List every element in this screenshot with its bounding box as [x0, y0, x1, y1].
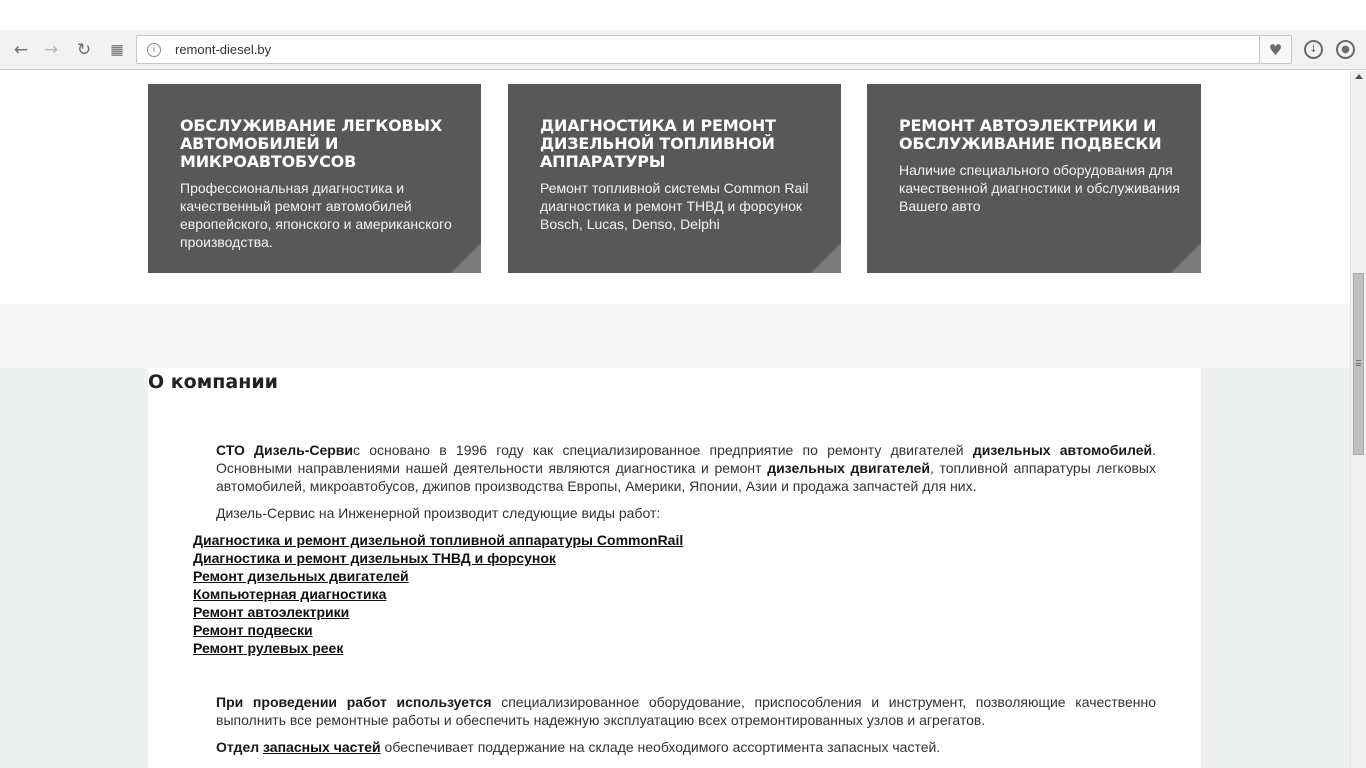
service-link-computer-diagnostics[interactable]: Компьютерная диагностика [193, 586, 387, 602]
works-intro: Дизель-Сервис на Инженерной производит следующие виды работ: [216, 505, 661, 521]
services-link-list [193, 531, 683, 657]
equipment-paragraph: При проведении работ используется специализированное оборудование, приспособления и инструмент, позволяющие качественно выполнить все ремонтные работы и обеспечить надежную эксплуатацию всех отремонтированных узлов и агрегатов. [216, 694, 1157, 728]
service-link-electrics[interactable]: Ремонт автоэлектрики [193, 604, 350, 620]
card-text: Наличие специального оборудования для качественной диагностики и обслуживания Вашего авто [899, 162, 1180, 214]
card-title: ДИАГНОСТИКА И РЕМОНТ ДИЗЕЛЬНОЙ ТОПЛИВНОЙ АППАРАТУРЫ [540, 116, 776, 171]
card-text: Ремонт топливной системы Common Rail диагностика и ремонт ТНВД и форсунок Bosch, Lucas, Denso, Delphi [540, 180, 809, 232]
service-link-suspension[interactable]: Ремонт подвески [193, 622, 313, 638]
company-name: СТО Дизель-Серви [216, 442, 354, 458]
browser-toolbar [0, 30, 1366, 70]
service-link-diesel-engines[interactable]: Ремонт дизельных двигателей [193, 568, 409, 584]
service-card-cars[interactable] [148, 84, 481, 273]
vertical-scrollbar[interactable] [1350, 71, 1366, 768]
grip-icon [1356, 360, 1361, 366]
card-corner-fold [1171, 243, 1201, 273]
section-separator [0, 304, 1350, 368]
download-icon[interactable]: ↓ [1304, 40, 1323, 59]
reload-icon[interactable]: ↻ [76, 40, 92, 60]
site-info-icon[interactable]: i [147, 43, 161, 57]
page-viewport [0, 71, 1350, 768]
about-heading: О компании [148, 371, 278, 393]
address-bar[interactable] [136, 35, 1260, 64]
back-arrow-icon[interactable]: ← [13, 40, 29, 60]
service-link-commonrail[interactable]: Диагностика и ремонт дизельной топливной аппаратуры CommonRail [193, 532, 684, 548]
service-card-fuel-equipment[interactable] [508, 84, 841, 273]
intro-paragraph: СТО Дизель-Сервис основано в 1996 году как специализированное предприятие по ремонту двигателей дизельных автомобилей. Основными направлениями нашей деятельности являются диагностика и ремонт дизельных двигателей, топливной аппаратуры легковых автомобилей, микроавтобусов, джипов производства Европы, Америки, Японии, Азии и продажа запчастей для них. [216, 442, 1156, 494]
card-title: ОБСЛУЖИВАНИЕ ЛЕГКОВЫХ АВТОМОБИЛЕЙ И МИКРОАВТОБУСОВ [180, 116, 443, 171]
service-link-steering-racks[interactable]: Ремонт рулевых реек [193, 640, 344, 656]
scrollbar-thumb[interactable] [1353, 273, 1364, 455]
scroll-up-arrow-icon[interactable] [1355, 74, 1363, 79]
forward-arrow-icon[interactable]: → [43, 40, 59, 60]
card-corner-fold [811, 243, 841, 273]
card-title: РЕМОНТ АВТОЭЛЕКТРИКИ И ОБСЛУЖИВАНИЕ ПОДВЕСКИ [899, 116, 1162, 153]
user-profile-icon[interactable]: ● [1336, 40, 1355, 59]
apps-grid-icon[interactable]: ▦ [110, 42, 124, 58]
spare-parts-link[interactable]: запасных частей [263, 739, 381, 755]
service-link-tnvd[interactable]: Диагностика и ремонт дизельных ТНВД и форсунок [193, 550, 556, 566]
heart-bookmark-icon[interactable]: ♥ [1260, 35, 1292, 64]
window-titlebar [0, 0, 1366, 30]
card-text: Профессиональная диагностика и качественный ремонт автомобилей европейского, японского и американского производства. [180, 180, 452, 250]
service-card-electrics[interactable] [867, 84, 1201, 273]
url-text[interactable]: remont-diesel.by [175, 42, 272, 57]
parts-paragraph: Отдел запасных частей обеспечивает поддержание на складе необходимого ассортимента запасных частей. [216, 739, 941, 755]
card-corner-fold [451, 243, 481, 273]
